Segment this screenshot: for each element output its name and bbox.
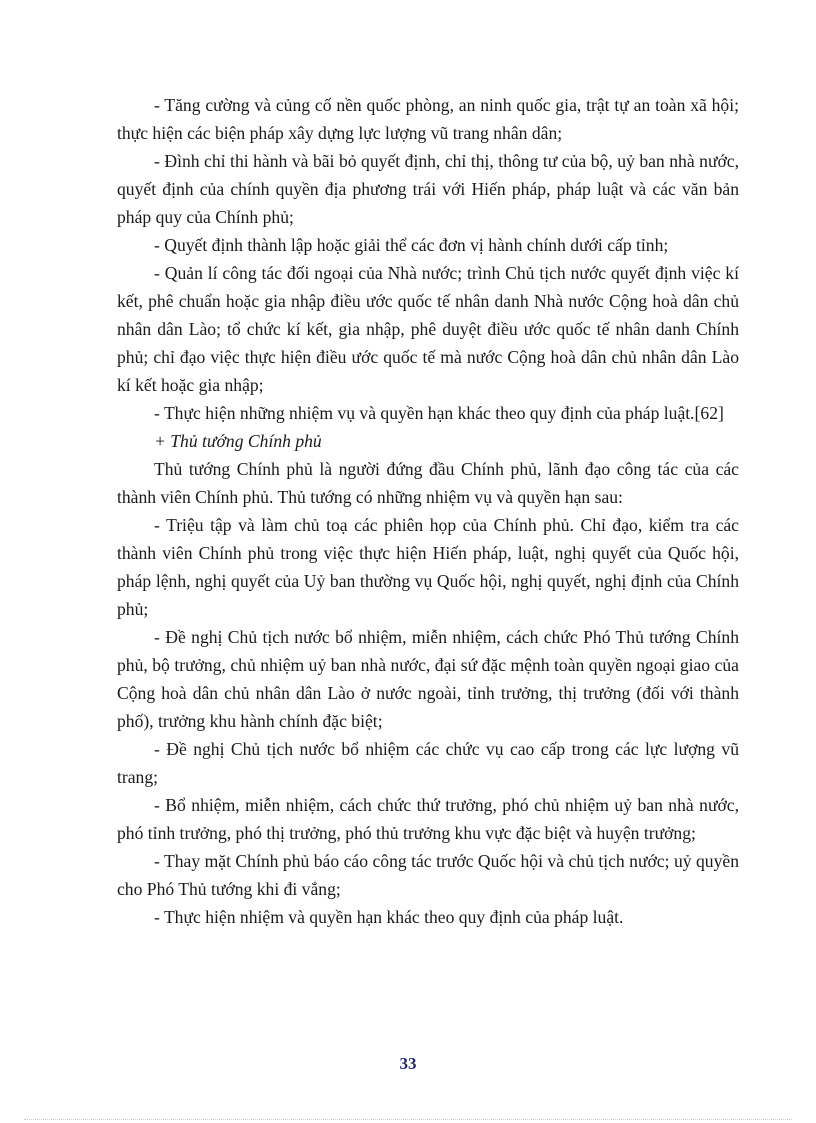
paragraph-foreign-affairs: - Quản lí công tác đối ngoại của Nhà nước; trình Chủ tịch nước quyết định việc kí kết, phê chuẩn hoặc gia nhập điều ước quốc tế nhân danh Nhà nước Cộng hoà dân chủ nhân dân Lào; tổ chức kí kết, gia nhập, phê duyệt điều ước quốc tế nhân danh Chính phủ; chỉ đạo việc thực hiện điều ước quốc tế mà nước Cộng hoà dân chủ nhân dân Lào kí kết hoặc gia nhập; (117, 263, 739, 395)
paragraph-convene-meetings: - Triệu tập và làm chủ toạ các phiên họp của Chính phủ. Chỉ đạo, kiểm tra các thành viên Chính phủ trong việc thực hiện Hiến pháp, luật, nghị quyết của Quốc hội, pháp lệnh, nghị quyết của Uỷ ban thường vụ Quốc hội, nghị quyết, nghị định của Chính phủ; (117, 515, 739, 619)
paragraph-report-to-assembly: - Thay mặt Chính phủ báo cáo công tác trước Quốc hội và chủ tịch nước; uỷ quyền cho Phó Thủ tướng khi đi vắng; (117, 851, 739, 899)
section-heading-prime-minister: + Thủ tướng Chính phủ (154, 431, 322, 451)
paragraph-other-duties: - Thực hiện những nhiệm vụ và quyền hạn khác theo quy định của pháp luật.[62] (154, 403, 724, 423)
paragraph-propose-appointments: - Đề nghị Chủ tịch nước bổ nhiệm, miễn nhiệm, cách chức Phó Thủ tướng Chính phủ, bộ trưởng, chủ nhiệm uỷ ban nhà nước, đại sứ đặc mệnh toàn quyền ngoại giao của Cộng hoà dân chủ nhân dân Lào ở nước ngoài, tỉnh trưởng, thị trưởng (đối với thành phố), trưởng khu hành chính đặc biệt; (117, 627, 739, 731)
page-number: 33 (399, 1054, 417, 1073)
paragraph-national-defense: - Tăng cường và củng cố nền quốc phòng, an ninh quốc gia, trật tự an toàn xã hội; thực hiện các biện pháp xây dựng lực lượng vũ trang nhân dân; (117, 95, 739, 143)
paragraph-other-powers: - Thực hiện nhiệm và quyền hạn khác theo quy định của pháp luật. (154, 907, 624, 927)
paragraph-armed-forces-appointments: - Đề nghị Chủ tịch nước bổ nhiệm các chức vụ cao cấp trong các lực lượng vũ trang; (117, 739, 739, 787)
paragraph-suspend-decisions: - Đình chỉ thi hành và bãi bỏ quyết định, chỉ thị, thông tư của bộ, uỷ ban nhà nước, quyết định của chính quyền địa phương trái với Hiến pháp, pháp luật và các văn bản pháp quy của Chính phủ; (117, 151, 739, 227)
paragraph-prime-minister-intro: Thủ tướng Chính phủ là người đứng đầu Chính phủ, lãnh đạo công tác của các thành viên Chính phủ. Thủ tướng có những nhiệm vụ và quyền hạn sau: (117, 459, 739, 507)
document-body (117, 91, 739, 931)
page-bottom-divider (24, 1119, 792, 1120)
paragraph-appoint-deputies: - Bổ nhiệm, miễn nhiệm, cách chức thứ trưởng, phó chủ nhiệm uỷ ban nhà nước, phó tỉnh trưởng, phó thị trưởng, phó thủ trưởng khu vực đặc biệt và huyện trưởng; (117, 795, 739, 843)
paragraph-administrative-units: - Quyết định thành lập hoặc giải thể các đơn vị hành chính dưới cấp tỉnh; (154, 235, 669, 255)
